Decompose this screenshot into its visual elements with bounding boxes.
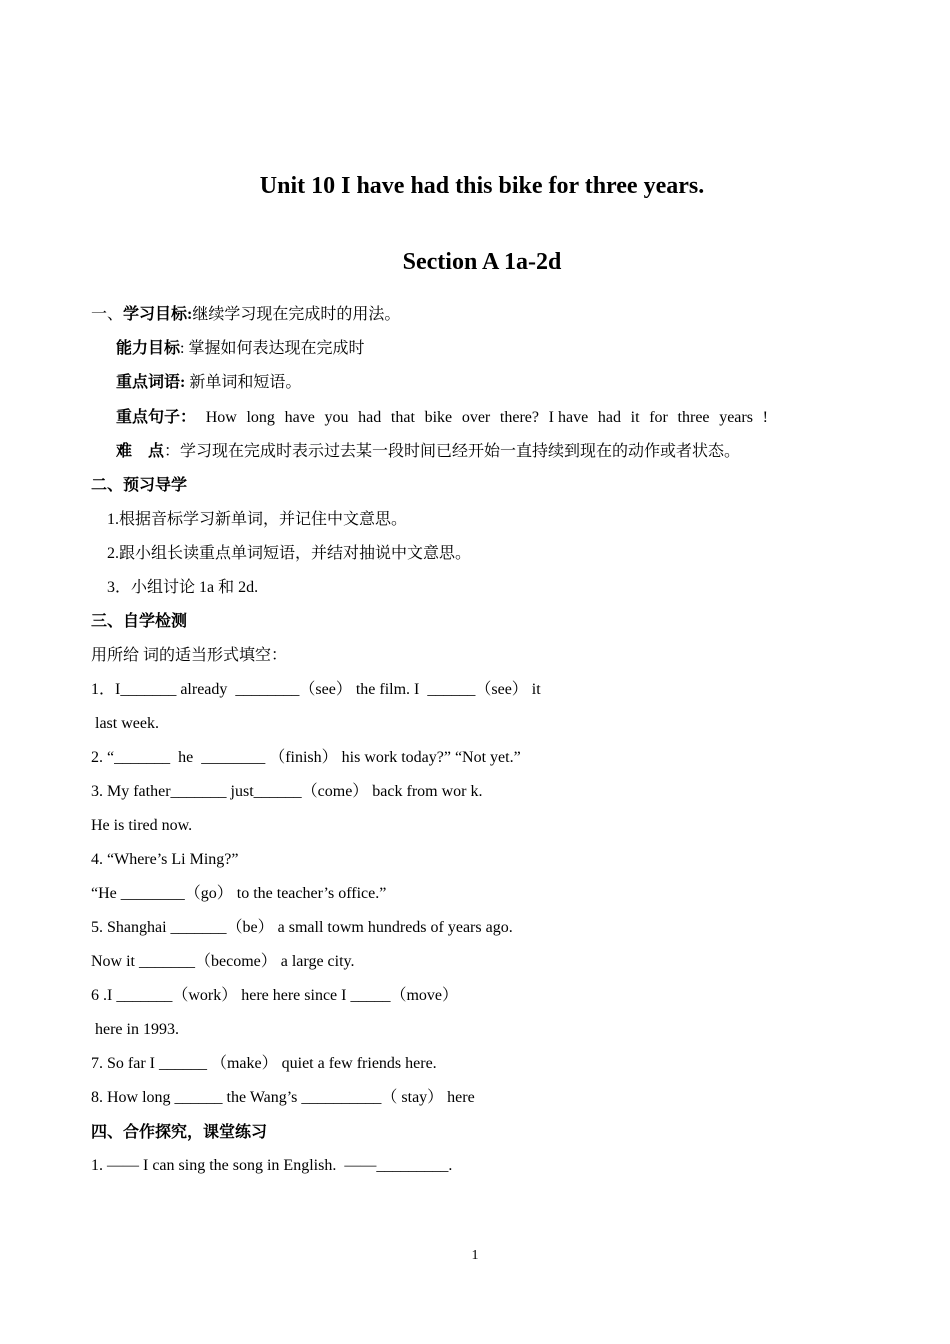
difficulty-label: 难 点 [116, 443, 165, 460]
vocab-label: 重点词语: [116, 374, 186, 391]
sentence-word: years [719, 409, 753, 426]
sentence-word: three [677, 409, 710, 426]
practice-heading: 四、合作探究，课堂练习 [91, 1124, 268, 1141]
exercise-line: Now it _______（become） a large city. [91, 953, 355, 970]
sentence-word: I have [548, 409, 589, 426]
exercise-line: 1．I_______ already ________（see） the film. I ______（see） it [91, 681, 541, 698]
goals-heading-prefix: 一、 [91, 306, 124, 323]
exercise-line: 2. “_______ he ________ （finish） his work today?” “Not yet.” [91, 749, 521, 766]
exercise-line: last week. [91, 715, 159, 732]
exercise-line: He is tired now. [91, 817, 193, 834]
preview-heading: 二、预习导学 [91, 477, 188, 494]
exercise-line: 3. My father_______ just______（come） back from wor k. [91, 783, 483, 800]
sentence-label: 重点句子： [116, 409, 197, 426]
selfcheck-heading: 三、自学检测 [91, 613, 188, 630]
sentence-word: it [630, 409, 640, 426]
sentence-word: have [284, 409, 315, 426]
preview-item: 3．小组讨论 1a 和 2d. [107, 579, 259, 596]
goals-heading-text: 继续学习现在完成时的用法。 [192, 306, 401, 323]
sentence-word: long [246, 409, 275, 426]
vocab-text: 新单词和短语。 [185, 374, 302, 391]
exercise-line: 5. Shanghai _______（be） a small towm hundreds of years ago. [91, 919, 513, 936]
unit-title: Unit 10 I have had this bike for three years. [259, 173, 705, 199]
ability-label: 能力目标 [116, 340, 181, 357]
exercise-line: “He ________（go） to the teacher’s office.” [91, 885, 387, 902]
practice-line: 1. —— I can sing the song in English. ——_________. [91, 1157, 453, 1174]
key-sentence [116, 408, 768, 428]
goals-heading [91, 305, 400, 325]
preview-item: 1.根据音标学习新单词，并记住中文意思。 [107, 511, 408, 528]
sentence-word: How [205, 409, 237, 426]
ability-goal [116, 339, 364, 359]
section-title: Section A 1a-2d [402, 249, 562, 275]
exercise-line: 4. “Where’s Li Ming?” [91, 851, 239, 868]
sentence-word: for [649, 409, 668, 426]
sentence-word: that [390, 409, 415, 426]
exercise-line: 8. How long ______ the Wang’s __________（ stay） here [91, 1089, 475, 1106]
page-number: 1 [471, 1248, 479, 1263]
sentence-word: there? [499, 409, 539, 426]
sentence-word: had [597, 409, 621, 426]
difficulty-text: ：学习现在完成时表示过去某一段时间已经开始一直持续到现在的动作或者状态。 [164, 443, 741, 460]
difficulty-goal [116, 442, 740, 462]
exercise-line: 6 .I _______（work） here here since I _____（move） [91, 987, 459, 1004]
exercise-line: 7. So far I ______ （make） quiet a few friends here. [91, 1055, 437, 1072]
sentence-word: ! [762, 409, 768, 426]
selfcheck-instruction: 用所给 词的适当形式填空： [91, 647, 288, 664]
exercise-line: here in 1993. [91, 1021, 179, 1038]
sentence-word: you [324, 409, 349, 426]
goals-heading-label: 学习目标: [123, 306, 193, 323]
vocab-goal [116, 373, 301, 393]
sentence-word: over [461, 409, 491, 426]
preview-item: 2.跟小组长读重点单词短语，并结对抽说中文意思。 [107, 545, 472, 562]
ability-text: : 掌握如何表达现在完成时 [180, 340, 365, 357]
sentence-word: bike [424, 409, 453, 426]
sentence-word: had [358, 409, 382, 426]
